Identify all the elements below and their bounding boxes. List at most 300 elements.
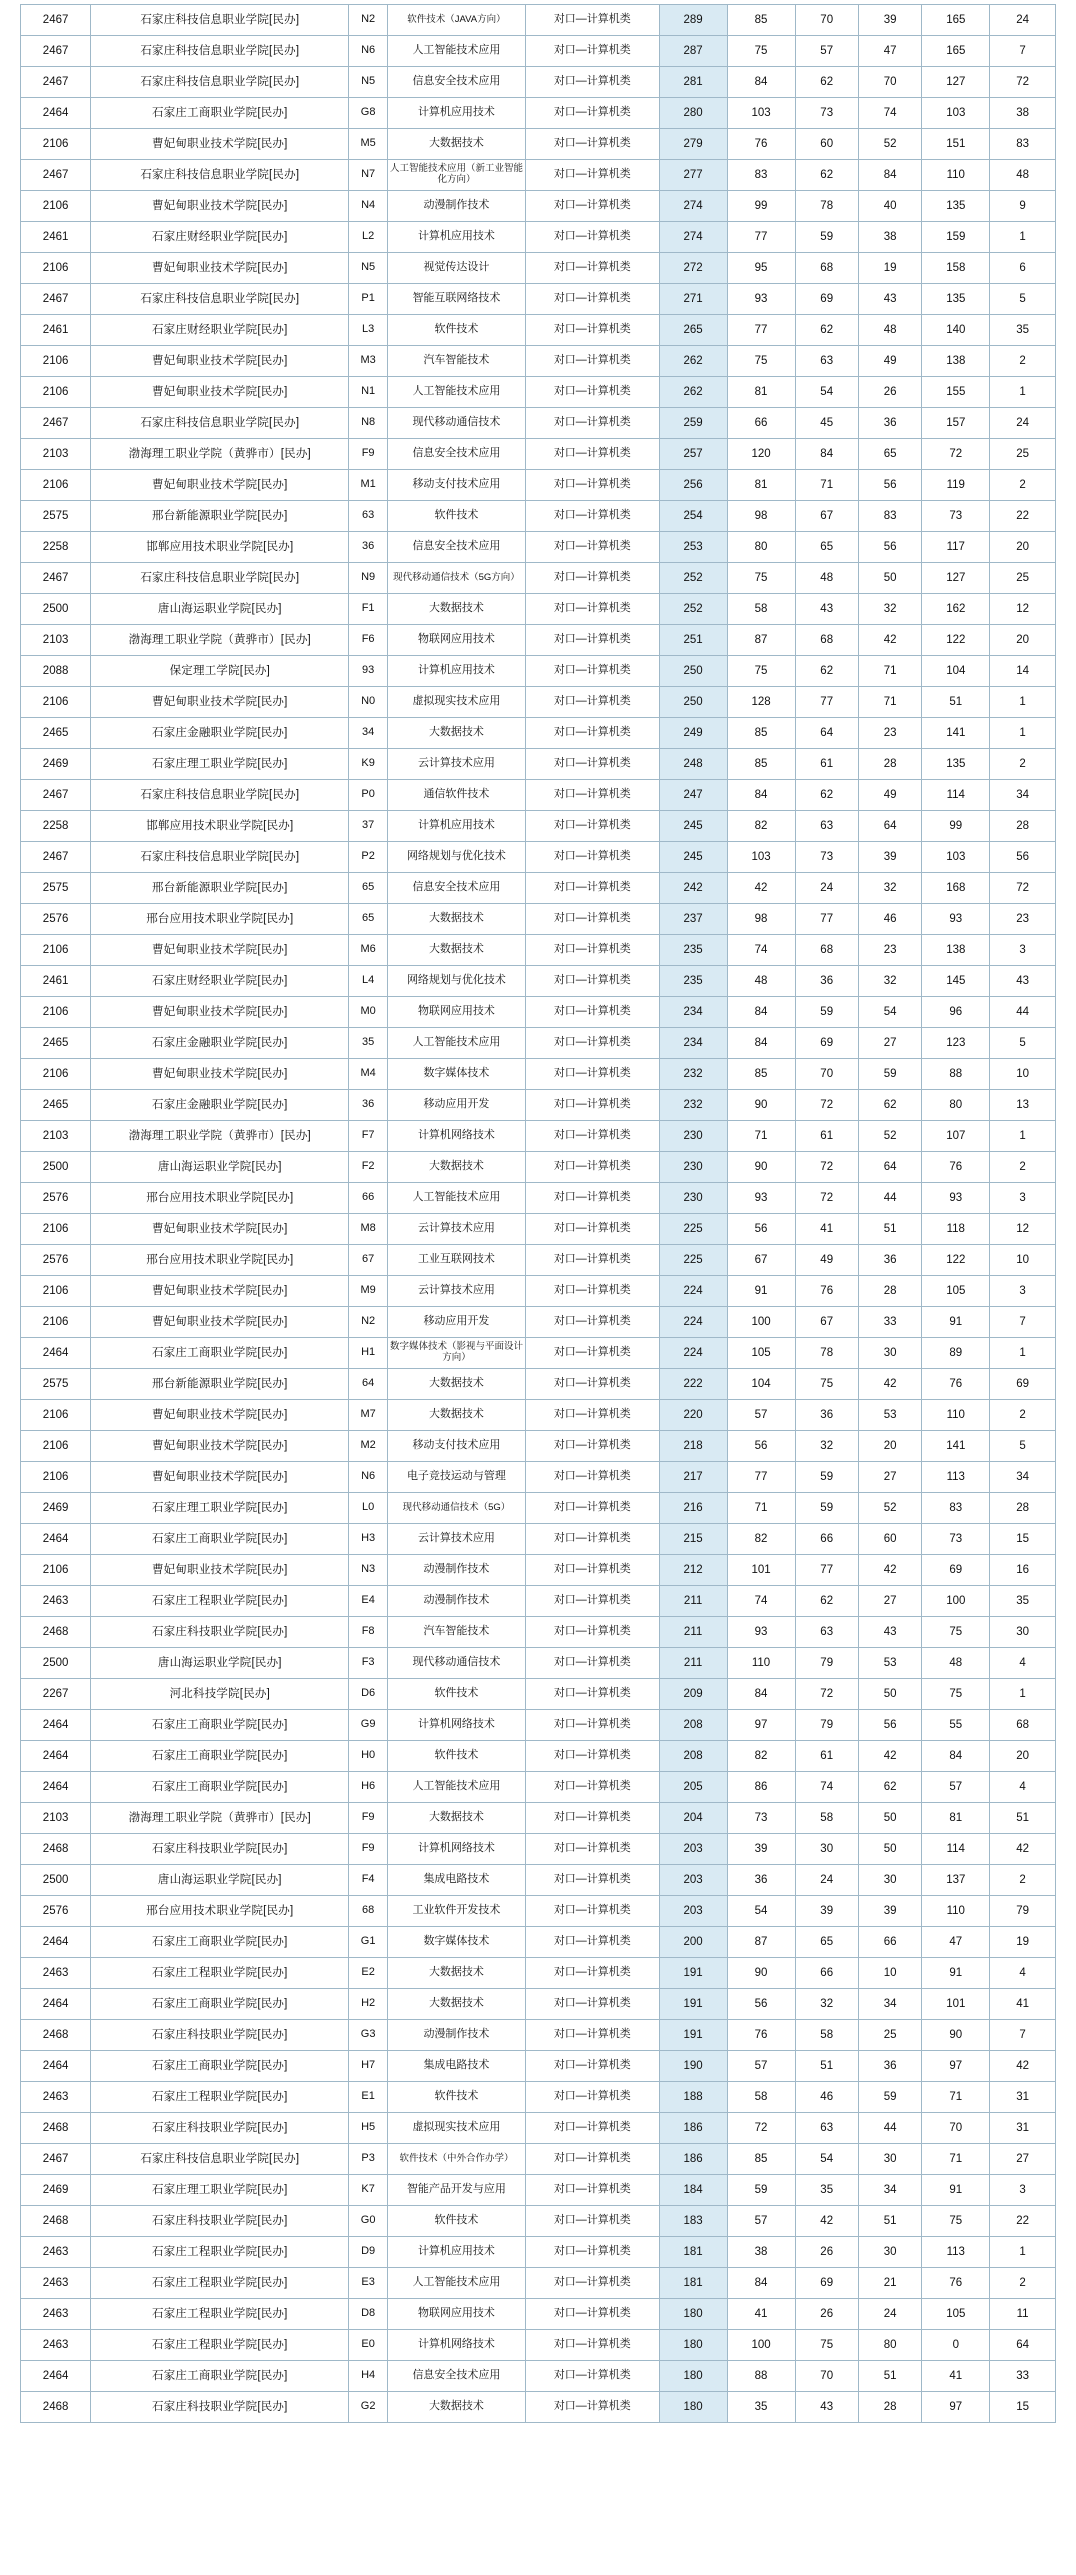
table-row — [21, 563, 1056, 594]
cell-科类: 对口—计算机类 — [526, 1679, 660, 1710]
cell-位次4: 140 — [922, 315, 990, 346]
cell-院校代号: 2500 — [21, 594, 91, 625]
cell-院校代号: 2464 — [21, 98, 91, 129]
cell-投档分: 262 — [659, 346, 727, 377]
cell-科类: 对口—计算机类 — [526, 718, 660, 749]
cell-科类: 对口—计算机类 — [526, 1493, 660, 1524]
cell-投档分: 203 — [659, 1896, 727, 1927]
cell-位次1: 81 — [727, 470, 795, 501]
table-row — [21, 2082, 1056, 2113]
cell-位次2: 45 — [795, 408, 858, 439]
cell-位次2: 49 — [795, 1245, 858, 1276]
cell-院校代号: 2467 — [21, 36, 91, 67]
cell-位次5: 7 — [990, 36, 1056, 67]
cell-专业代号: M7 — [349, 1400, 388, 1431]
cell-专业代号: N2 — [349, 1307, 388, 1338]
cell-院校名称: 曹妃甸职业技术学院[民办] — [91, 1307, 349, 1338]
cell-专业代号: 65 — [349, 904, 388, 935]
cell-投档分: 215 — [659, 1524, 727, 1555]
table-row — [21, 2206, 1056, 2237]
table-row — [21, 1524, 1056, 1555]
cell-位次5: 1 — [990, 1121, 1056, 1152]
cell-院校名称: 渤海理工职业学院（黄骅市）[民办] — [91, 439, 349, 470]
table-row — [21, 470, 1056, 501]
cell-位次3: 52 — [858, 1493, 921, 1524]
cell-院校代号: 2467 — [21, 408, 91, 439]
cell-院校代号: 2106 — [21, 129, 91, 160]
cell-专业代号: E2 — [349, 1958, 388, 1989]
cell-位次5: 31 — [990, 2113, 1056, 2144]
cell-院校代号: 2106 — [21, 1059, 91, 1090]
cell-院校代号: 2106 — [21, 1555, 91, 1586]
cell-位次1: 101 — [727, 1555, 795, 1586]
table-row — [21, 1772, 1056, 1803]
cell-院校代号: 2088 — [21, 656, 91, 687]
cell-专业代号: 63 — [349, 501, 388, 532]
cell-位次1: 75 — [727, 346, 795, 377]
cell-位次5: 35 — [990, 315, 1056, 346]
cell-位次4: 113 — [922, 2237, 990, 2268]
cell-院校代号: 2576 — [21, 904, 91, 935]
cell-位次1: 71 — [727, 1493, 795, 1524]
cell-科类: 对口—计算机类 — [526, 129, 660, 160]
cell-位次4: 91 — [922, 1958, 990, 1989]
cell-位次2: 62 — [795, 315, 858, 346]
cell-位次5: 5 — [990, 1028, 1056, 1059]
table-row — [21, 1431, 1056, 1462]
table-row — [21, 811, 1056, 842]
cell-院校代号: 2500 — [21, 1865, 91, 1896]
cell-专业名称: 数字媒体技术（影视与平面设计方向） — [387, 1338, 525, 1369]
cell-院校名称: 石家庄科技职业学院[民办] — [91, 2392, 349, 2423]
cell-专业代号: H4 — [349, 2361, 388, 2392]
cell-位次2: 63 — [795, 346, 858, 377]
cell-投档分: 224 — [659, 1338, 727, 1369]
cell-专业名称: 人工智能技术应用 — [387, 1028, 525, 1059]
cell-位次2: 77 — [795, 1555, 858, 1586]
cell-专业代号: P1 — [349, 284, 388, 315]
cell-专业名称: 云计算技术应用 — [387, 1276, 525, 1307]
cell-位次3: 64 — [858, 811, 921, 842]
cell-位次5: 2 — [990, 1865, 1056, 1896]
cell-专业代号: F9 — [349, 1803, 388, 1834]
cell-位次3: 30 — [858, 1865, 921, 1896]
cell-院校名称: 曹妃甸职业技术学院[民办] — [91, 997, 349, 1028]
cell-院校名称: 曹妃甸职业技术学院[民办] — [91, 346, 349, 377]
cell-投档分: 211 — [659, 1648, 727, 1679]
cell-专业名称: 软件技术 — [387, 501, 525, 532]
cell-位次2: 75 — [795, 1369, 858, 1400]
cell-位次5: 23 — [990, 904, 1056, 935]
cell-位次1: 90 — [727, 1090, 795, 1121]
cell-位次2: 43 — [795, 2392, 858, 2423]
cell-位次3: 27 — [858, 1462, 921, 1493]
table-row — [21, 2113, 1056, 2144]
cell-位次1: 81 — [727, 377, 795, 408]
cell-位次1: 48 — [727, 966, 795, 997]
cell-科类: 对口—计算机类 — [526, 98, 660, 129]
cell-投档分: 188 — [659, 2082, 727, 2113]
cell-院校名称: 石家庄科技信息职业学院[民办] — [91, 67, 349, 98]
cell-位次4: 117 — [922, 532, 990, 563]
cell-位次2: 54 — [795, 377, 858, 408]
cell-位次2: 72 — [795, 1090, 858, 1121]
cell-院校名称: 邢台新能源职业学院[民办] — [91, 873, 349, 904]
cell-位次2: 63 — [795, 2113, 858, 2144]
cell-专业名称: 动漫制作技术 — [387, 2020, 525, 2051]
cell-专业名称: 大数据技术 — [387, 1152, 525, 1183]
cell-投档分: 225 — [659, 1245, 727, 1276]
cell-专业代号: H6 — [349, 1772, 388, 1803]
cell-院校名称: 曹妃甸职业技术学院[民办] — [91, 129, 349, 160]
table-row — [21, 191, 1056, 222]
cell-科类: 对口—计算机类 — [526, 904, 660, 935]
cell-院校代号: 2463 — [21, 1958, 91, 1989]
cell-科类: 对口—计算机类 — [526, 1431, 660, 1462]
cell-位次3: 30 — [858, 2144, 921, 2175]
cell-位次1: 93 — [727, 1183, 795, 1214]
cell-位次5: 7 — [990, 1307, 1056, 1338]
cell-专业代号: N5 — [349, 253, 388, 284]
table-row — [21, 656, 1056, 687]
cell-院校名称: 石家庄工商职业学院[民办] — [91, 98, 349, 129]
cell-位次1: 76 — [727, 2020, 795, 2051]
cell-科类: 对口—计算机类 — [526, 749, 660, 780]
table-row — [21, 2268, 1056, 2299]
cell-院校名称: 石家庄科技信息职业学院[民办] — [91, 5, 349, 36]
table-row — [21, 2392, 1056, 2423]
cell-院校名称: 河北科技学院[民办] — [91, 1679, 349, 1710]
cell-位次1: 84 — [727, 67, 795, 98]
cell-位次1: 59 — [727, 2175, 795, 2206]
cell-位次2: 54 — [795, 2144, 858, 2175]
cell-院校名称: 邢台应用技术职业学院[民办] — [91, 1183, 349, 1214]
cell-专业代号: L0 — [349, 1493, 388, 1524]
cell-专业代号: N0 — [349, 687, 388, 718]
cell-位次3: 26 — [858, 377, 921, 408]
cell-科类: 对口—计算机类 — [526, 1834, 660, 1865]
cell-专业名称: 云计算技术应用 — [387, 749, 525, 780]
cell-科类: 对口—计算机类 — [526, 253, 660, 284]
cell-投档分: 252 — [659, 594, 727, 625]
cell-专业代号: M6 — [349, 935, 388, 966]
cell-位次4: 73 — [922, 501, 990, 532]
table-row — [21, 5, 1056, 36]
cell-科类: 对口—计算机类 — [526, 625, 660, 656]
cell-专业名称: 计算机网络技术 — [387, 1121, 525, 1152]
cell-位次4: 41 — [922, 2361, 990, 2392]
cell-位次4: 114 — [922, 780, 990, 811]
cell-科类: 对口—计算机类 — [526, 439, 660, 470]
table-row — [21, 408, 1056, 439]
cell-科类: 对口—计算机类 — [526, 2361, 660, 2392]
cell-投档分: 245 — [659, 842, 727, 873]
cell-院校代号: 2469 — [21, 2175, 91, 2206]
cell-院校名称: 邢台新能源职业学院[民办] — [91, 501, 349, 532]
table-row — [21, 1121, 1056, 1152]
cell-位次2: 62 — [795, 160, 858, 191]
cell-位次3: 59 — [858, 1059, 921, 1090]
cell-科类: 对口—计算机类 — [526, 2206, 660, 2237]
cell-位次4: 114 — [922, 1834, 990, 1865]
cell-位次2: 39 — [795, 1896, 858, 1927]
cell-位次5: 83 — [990, 129, 1056, 160]
cell-专业名称: 大数据技术 — [387, 1958, 525, 1989]
cell-科类: 对口—计算机类 — [526, 1927, 660, 1958]
cell-投档分: 181 — [659, 2268, 727, 2299]
cell-位次2: 62 — [795, 656, 858, 687]
cell-专业名称: 集成电路技术 — [387, 1865, 525, 1896]
cell-专业代号: 67 — [349, 1245, 388, 1276]
cell-专业代号: G3 — [349, 2020, 388, 2051]
cell-专业代号: N6 — [349, 36, 388, 67]
cell-专业代号: N5 — [349, 67, 388, 98]
cell-位次4: 57 — [922, 1772, 990, 1803]
cell-专业名称: 大数据技术 — [387, 2392, 525, 2423]
cell-院校代号: 2463 — [21, 2082, 91, 2113]
cell-专业代号: L3 — [349, 315, 388, 346]
cell-位次1: 100 — [727, 1307, 795, 1338]
cell-位次3: 39 — [858, 5, 921, 36]
table-row — [21, 1617, 1056, 1648]
cell-位次1: 58 — [727, 594, 795, 625]
cell-位次5: 12 — [990, 1214, 1056, 1245]
cell-科类: 对口—计算机类 — [526, 1338, 660, 1369]
cell-位次3: 32 — [858, 966, 921, 997]
table-row — [21, 935, 1056, 966]
cell-位次3: 54 — [858, 997, 921, 1028]
cell-院校名称: 邢台应用技术职业学院[民办] — [91, 1896, 349, 1927]
cell-院校代号: 2106 — [21, 1214, 91, 1245]
cell-位次5: 19 — [990, 1927, 1056, 1958]
cell-专业名称: 人工智能技术应用（新工业智能化方向） — [387, 160, 525, 191]
cell-专业代号: M5 — [349, 129, 388, 160]
cell-位次1: 104 — [727, 1369, 795, 1400]
cell-专业代号: N9 — [349, 563, 388, 594]
cell-位次3: 56 — [858, 532, 921, 563]
cell-专业名称: 软件技术（JAVA方向） — [387, 5, 525, 36]
cell-位次2: 62 — [795, 780, 858, 811]
cell-位次4: 127 — [922, 563, 990, 594]
cell-科类: 对口—计算机类 — [526, 2020, 660, 2051]
cell-位次5: 4 — [990, 1648, 1056, 1679]
cell-位次3: 53 — [858, 1648, 921, 1679]
cell-专业名称: 计算机应用技术 — [387, 656, 525, 687]
cell-投档分: 209 — [659, 1679, 727, 1710]
cell-科类: 对口—计算机类 — [526, 2175, 660, 2206]
cell-专业代号: D8 — [349, 2299, 388, 2330]
cell-位次4: 75 — [922, 2206, 990, 2237]
cell-位次5: 20 — [990, 625, 1056, 656]
cell-位次3: 32 — [858, 873, 921, 904]
cell-科类: 对口—计算机类 — [526, 470, 660, 501]
cell-位次2: 35 — [795, 2175, 858, 2206]
cell-位次1: 87 — [727, 625, 795, 656]
cell-科类: 对口—计算机类 — [526, 873, 660, 904]
cell-专业代号: M3 — [349, 346, 388, 377]
cell-院校名称: 石家庄工程职业学院[民办] — [91, 2082, 349, 2113]
cell-位次1: 36 — [727, 1865, 795, 1896]
cell-位次1: 82 — [727, 811, 795, 842]
cell-位次5: 10 — [990, 1059, 1056, 1090]
cell-专业代号: D9 — [349, 2237, 388, 2268]
table-row — [21, 501, 1056, 532]
cell-位次2: 63 — [795, 1617, 858, 1648]
cell-院校名称: 保定理工学院[民办] — [91, 656, 349, 687]
cell-专业代号: 35 — [349, 1028, 388, 1059]
table-row — [21, 253, 1056, 284]
cell-位次2: 78 — [795, 1338, 858, 1369]
cell-位次4: 127 — [922, 67, 990, 98]
cell-投档分: 254 — [659, 501, 727, 532]
cell-位次1: 35 — [727, 2392, 795, 2423]
cell-位次5: 44 — [990, 997, 1056, 1028]
cell-投档分: 184 — [659, 2175, 727, 2206]
cell-位次2: 65 — [795, 1927, 858, 1958]
cell-位次2: 59 — [795, 1493, 858, 1524]
cell-院校代号: 2464 — [21, 2051, 91, 2082]
cell-投档分: 191 — [659, 1958, 727, 1989]
cell-专业代号: H0 — [349, 1741, 388, 1772]
cell-科类: 对口—计算机类 — [526, 594, 660, 625]
cell-院校代号: 2106 — [21, 191, 91, 222]
cell-位次4: 122 — [922, 1245, 990, 1276]
cell-位次5: 20 — [990, 532, 1056, 563]
cell-位次2: 66 — [795, 1524, 858, 1555]
cell-投档分: 235 — [659, 966, 727, 997]
cell-投档分: 191 — [659, 1989, 727, 2020]
cell-投档分: 234 — [659, 997, 727, 1028]
cell-位次2: 61 — [795, 749, 858, 780]
cell-专业代号: 68 — [349, 1896, 388, 1927]
cell-位次1: 98 — [727, 501, 795, 532]
cell-专业名称: 现代移动通信技术（5G） — [387, 1493, 525, 1524]
cell-专业代号: L4 — [349, 966, 388, 997]
cell-位次4: 157 — [922, 408, 990, 439]
cell-投档分: 253 — [659, 532, 727, 563]
table-row — [21, 160, 1056, 191]
cell-位次1: 103 — [727, 98, 795, 129]
cell-投档分: 230 — [659, 1183, 727, 1214]
cell-位次4: 71 — [922, 2082, 990, 2113]
cell-位次3: 21 — [858, 2268, 921, 2299]
cell-院校名称: 石家庄科技信息职业学院[民办] — [91, 2144, 349, 2175]
cell-投档分: 203 — [659, 1865, 727, 1896]
cell-位次3: 62 — [858, 1772, 921, 1803]
cell-院校代号: 2464 — [21, 2361, 91, 2392]
cell-位次2: 69 — [795, 284, 858, 315]
table-row — [21, 749, 1056, 780]
cell-科类: 对口—计算机类 — [526, 377, 660, 408]
cell-专业代号: N4 — [349, 191, 388, 222]
cell-院校名称: 石家庄科技职业学院[民办] — [91, 2206, 349, 2237]
cell-专业名称: 软件技术 — [387, 2082, 525, 2113]
admission-score-table — [20, 4, 1056, 2423]
cell-位次3: 28 — [858, 749, 921, 780]
cell-位次3: 71 — [858, 656, 921, 687]
cell-院校名称: 曹妃甸职业技术学院[民办] — [91, 1462, 349, 1493]
cell-位次4: 99 — [922, 811, 990, 842]
cell-院校代号: 2106 — [21, 1462, 91, 1493]
cell-位次5: 41 — [990, 1989, 1056, 2020]
cell-院校代号: 2106 — [21, 997, 91, 1028]
cell-专业代号: N7 — [349, 160, 388, 191]
cell-位次3: 84 — [858, 160, 921, 191]
cell-院校名称: 石家庄工商职业学院[民办] — [91, 1927, 349, 1958]
cell-位次1: 75 — [727, 36, 795, 67]
cell-位次1: 76 — [727, 129, 795, 160]
cell-投档分: 245 — [659, 811, 727, 842]
cell-专业代号: 93 — [349, 656, 388, 687]
cell-位次2: 26 — [795, 2299, 858, 2330]
table-row — [21, 1679, 1056, 1710]
cell-投档分: 230 — [659, 1152, 727, 1183]
cell-投档分: 274 — [659, 222, 727, 253]
cell-院校代号: 2464 — [21, 1741, 91, 1772]
cell-位次5: 3 — [990, 1276, 1056, 1307]
cell-位次1: 57 — [727, 2051, 795, 2082]
cell-专业名称: 信息安全技术应用 — [387, 873, 525, 904]
cell-院校代号: 2103 — [21, 1803, 91, 1834]
cell-位次2: 36 — [795, 1400, 858, 1431]
cell-专业名称: 工业互联网技术 — [387, 1245, 525, 1276]
cell-专业名称: 计算机应用技术 — [387, 98, 525, 129]
cell-院校名称: 石家庄工程职业学院[民办] — [91, 2330, 349, 2361]
cell-科类: 对口—计算机类 — [526, 160, 660, 191]
cell-位次5: 31 — [990, 2082, 1056, 2113]
cell-院校代号: 2467 — [21, 67, 91, 98]
cell-专业名称: 现代移动通信技术 — [387, 408, 525, 439]
cell-科类: 对口—计算机类 — [526, 1462, 660, 1493]
table-row — [21, 36, 1056, 67]
cell-位次2: 84 — [795, 439, 858, 470]
cell-院校代号: 2468 — [21, 1834, 91, 1865]
cell-院校代号: 2106 — [21, 1276, 91, 1307]
cell-专业代号: K9 — [349, 749, 388, 780]
cell-科类: 对口—计算机类 — [526, 1028, 660, 1059]
cell-位次1: 85 — [727, 1059, 795, 1090]
cell-投档分: 250 — [659, 656, 727, 687]
cell-专业代号: F2 — [349, 1152, 388, 1183]
cell-位次1: 54 — [727, 1896, 795, 1927]
cell-投档分: 271 — [659, 284, 727, 315]
cell-位次3: 83 — [858, 501, 921, 532]
cell-院校名称: 曹妃甸职业技术学院[民办] — [91, 1555, 349, 1586]
cell-科类: 对口—计算机类 — [526, 2299, 660, 2330]
cell-投档分: 251 — [659, 625, 727, 656]
cell-位次1: 72 — [727, 2113, 795, 2144]
cell-院校名称: 石家庄金融职业学院[民办] — [91, 1090, 349, 1121]
cell-科类: 对口—计算机类 — [526, 1214, 660, 1245]
cell-位次5: 35 — [990, 1586, 1056, 1617]
cell-位次2: 70 — [795, 1059, 858, 1090]
cell-科类: 对口—计算机类 — [526, 501, 660, 532]
table-row — [21, 2361, 1056, 2392]
cell-投档分: 204 — [659, 1803, 727, 1834]
cell-科类: 对口—计算机类 — [526, 2268, 660, 2299]
cell-位次1: 95 — [727, 253, 795, 284]
cell-院校名称: 曹妃甸职业技术学院[民办] — [91, 1400, 349, 1431]
cell-专业代号: M2 — [349, 1431, 388, 1462]
table-row — [21, 780, 1056, 811]
cell-专业名称: 计算机应用技术 — [387, 2237, 525, 2268]
cell-投档分: 216 — [659, 1493, 727, 1524]
cell-位次3: 39 — [858, 842, 921, 873]
cell-投档分: 183 — [659, 2206, 727, 2237]
table-row — [21, 594, 1056, 625]
cell-位次5: 15 — [990, 1524, 1056, 1555]
cell-位次4: 100 — [922, 1586, 990, 1617]
